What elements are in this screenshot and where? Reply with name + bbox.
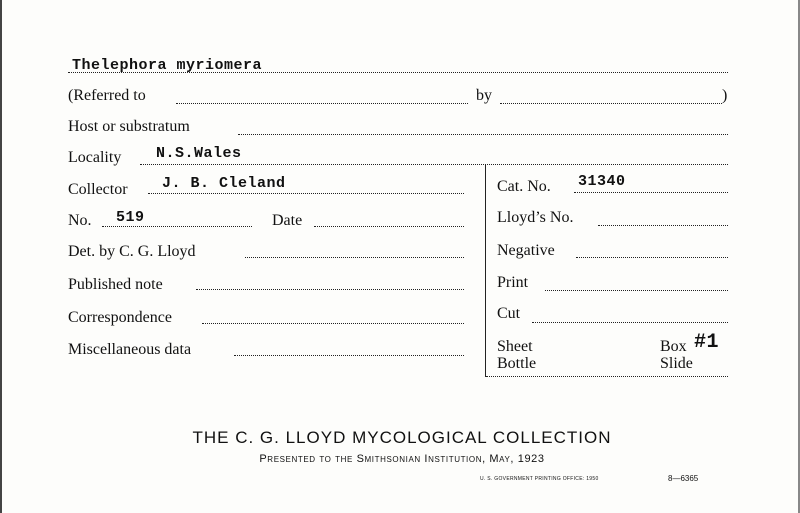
- published-label: Published note: [68, 276, 163, 293]
- published-line: [196, 289, 464, 290]
- right-box-border: [485, 165, 486, 377]
- by-line: [500, 103, 722, 104]
- box-bottom-line: [486, 376, 728, 377]
- locality-line: [140, 164, 728, 165]
- collector-value: J. B. Cleland: [162, 175, 286, 192]
- print-line: [545, 290, 728, 291]
- det-label: Det. by C. G. Lloyd: [68, 243, 196, 260]
- no-label: No.: [68, 212, 92, 229]
- box-label: Box: [660, 338, 687, 355]
- host-label: Host or substratum: [68, 118, 190, 135]
- by-label: by: [476, 87, 492, 104]
- no-line: [102, 226, 252, 227]
- slide-label: Slide: [660, 355, 693, 372]
- correspondence-label: Correspondence: [68, 309, 172, 326]
- cat-value: 31340: [578, 173, 626, 190]
- correspondence-line: [202, 323, 464, 324]
- locality-label: Locality: [68, 149, 122, 166]
- printer-imprint: U. S. GOVERNMENT PRINTING OFFICE: 1950: [480, 476, 599, 482]
- misc-line: [234, 355, 464, 356]
- species-name: Thelephora myriomera: [72, 57, 263, 74]
- collector-label: Collector: [68, 181, 128, 198]
- referred-to-label: (Referred to: [68, 87, 146, 104]
- sheet-label: Sheet: [497, 338, 533, 355]
- collection-title: THE C. G. LLOYD MYCOLOGICAL COLLECTION: [192, 428, 612, 447]
- no-value: 519: [116, 209, 145, 226]
- lloyds-label: Lloyd’s No.: [497, 209, 574, 226]
- date-line: [314, 226, 464, 227]
- bottle-label: Bottle: [497, 355, 537, 372]
- misc-label: Miscellaneous data: [68, 341, 192, 358]
- locality-value: N.S.Wales: [156, 145, 242, 162]
- det-line: [245, 257, 464, 258]
- cut-line: [532, 322, 728, 323]
- negative-line: [576, 257, 728, 258]
- negative-label: Negative: [497, 242, 555, 259]
- cat-line: [574, 192, 728, 193]
- box-value: #1: [694, 331, 720, 354]
- date-label: Date: [272, 212, 303, 229]
- cat-label: Cat. No.: [497, 178, 551, 195]
- species-line: [68, 72, 728, 73]
- print-label: Print: [497, 274, 529, 291]
- close-paren: ): [722, 87, 728, 104]
- lloyds-line: [598, 225, 728, 226]
- host-line: [238, 134, 728, 135]
- collector-line: [148, 193, 464, 194]
- cut-label: Cut: [497, 305, 521, 322]
- referred-to-line: [176, 103, 468, 104]
- collection-subtitle: Presented to the Smithsonian Institution, May, 1923: [259, 453, 545, 465]
- form-code: 8—6365: [668, 474, 699, 483]
